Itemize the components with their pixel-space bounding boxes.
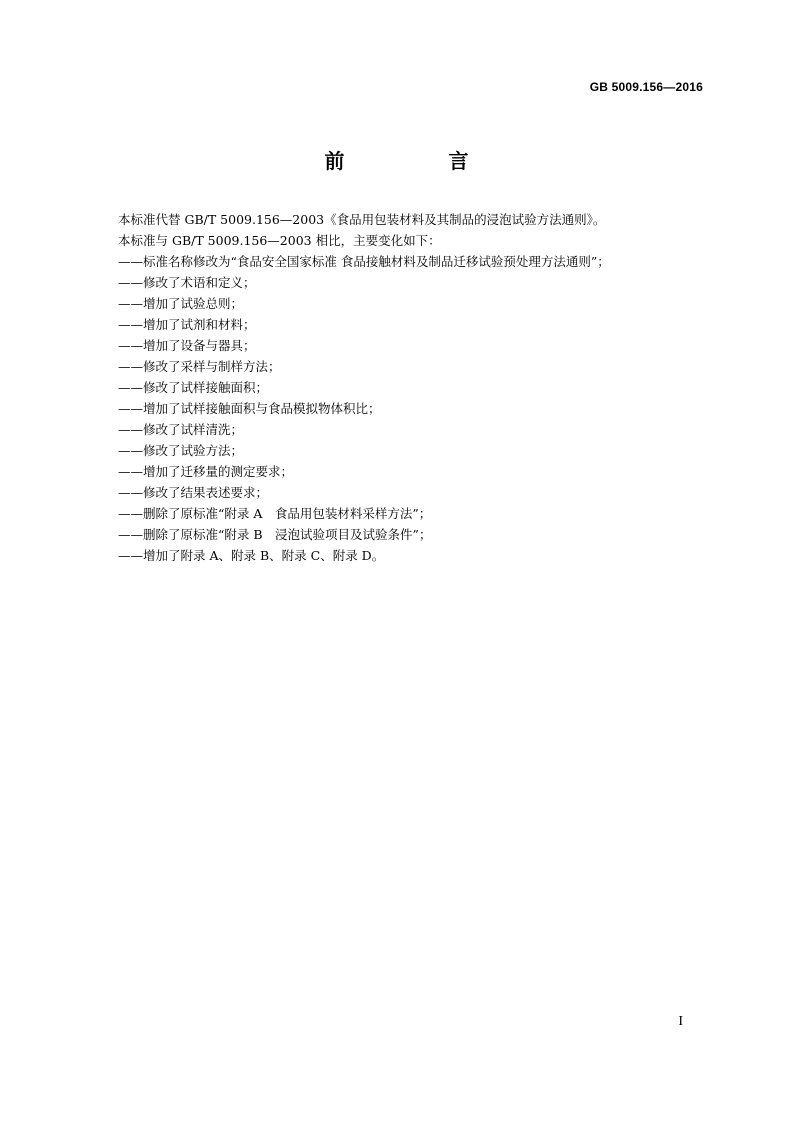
change-item: ——修改了试验方法； (118, 443, 244, 458)
change-item: ——增加了试样接触面积与食品模拟物体积比； (118, 401, 381, 416)
change-item: ——修改了试样清洗； (118, 422, 244, 437)
change-item: ——增加了试剂和材料； (118, 317, 256, 332)
change-item: ——增加了设备与器具； (118, 338, 256, 353)
change-item: ——标准名称修改为“食品安全国家标准 食品接触材料及制品迁移试验预处理方法通则”； (118, 254, 610, 269)
change-item: ——修改了采样与制样方法； (118, 359, 281, 374)
change-item: ——修改了试样接触面积； (118, 380, 269, 395)
change-item: ——修改了结果表述要求； (118, 485, 269, 500)
change-item: ——增加了试验总则； (118, 296, 244, 311)
page-number: I (678, 1014, 683, 1029)
change-item: ——增加了迁移量的测定要求； (118, 464, 294, 479)
change-item: ——删除了原标准“附录 A 食品用包装材料采样方法”； (118, 506, 432, 521)
preface-body (118, 209, 718, 566)
change-item: ——增加了附录 A、附录 B、附录 C、附录 D。 (118, 548, 385, 563)
page-title: 前 言 (324, 149, 511, 173)
preface-line: 本标准与 GB/T 5009.156—2003 相比，主要变化如下： (118, 233, 441, 248)
preface-line: 本标准代替 GB/T 5009.156—2003《食品用包装材料及其制品的浸泡试验方法通则》。 (118, 212, 606, 227)
standard-code: GB 5009.156—2016 (589, 80, 703, 94)
change-item: ——删除了原标准“附录 B 浸泡试验项目及试验条件”； (118, 527, 432, 542)
change-item: ——修改了术语和定义； (118, 275, 256, 290)
